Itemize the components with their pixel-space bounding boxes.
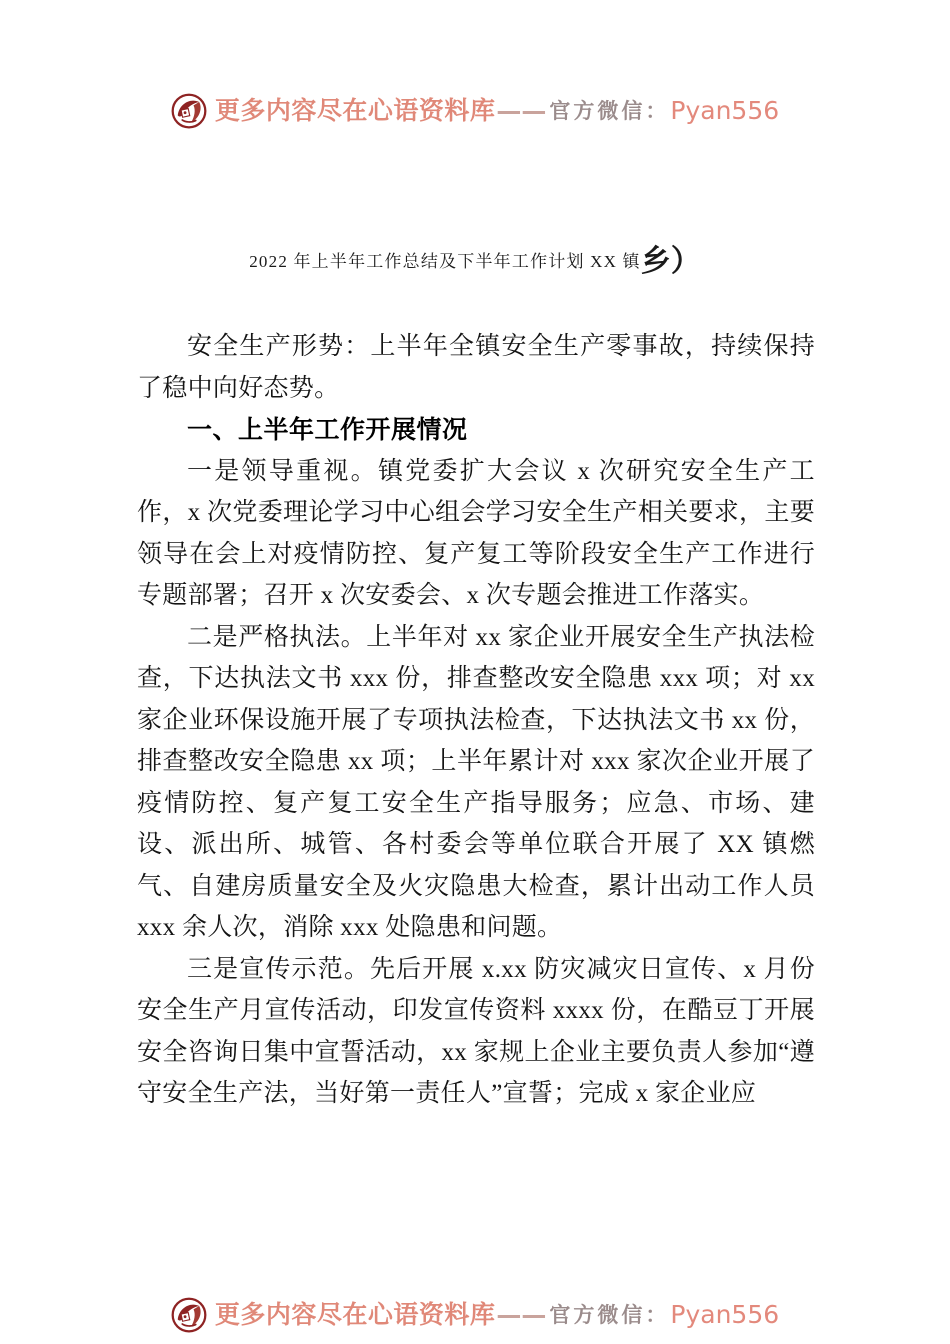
paragraph-safety-situation: 安全生产形势：上半年全镇安全生产零事故，持续保持了稳中向好态势。 [137, 333, 815, 402]
document-title-small: 2022 年上半年工作总结及下半年工作计划 XX 镇 [249, 252, 641, 271]
watermark-header [0, 92, 950, 128]
watermark-sub-text: 官方微信 [549, 1301, 646, 1327]
paragraph-item-two-enforcement: 二是严格执法。上半年对 xx 家企业开展安全生产执法检查，下达执法文书 xxx 份，排查整改安全隐患 xxx 项；对 xx 家企业环保设施开展了专项执法检查，下达执法文书 xx 份，排查整改安全隐患 xx 项；上半年累计对 xxx 家次企业开展了疫情防控、复产复工安全生产指导服务；应急、市场、建设、派出所、城管、各村委会等单位联合开展了 XX 镇燃气、自建房质量安全及火灾隐患大检查，累计出动工作人员 xxx 余人次，消除 xxx 处隐患和问题。 [137, 623, 815, 941]
document-title [0, 232, 950, 279]
watermark-wechat-handle: Pyan556 [670, 1299, 780, 1329]
watermark-footer [0, 1296, 950, 1332]
circular-seal-logo-icon [171, 1297, 207, 1333]
watermark-colon: ： [645, 1301, 667, 1327]
heading-section-one: 一、上半年工作开展情况 [187, 415, 468, 444]
document-body [137, 326, 815, 1115]
watermark-dash: —— [496, 1299, 547, 1329]
circular-seal-logo-icon [171, 93, 207, 129]
paragraph-item-three-publicity: 三是宣传示范。先后开展 x.xx 防灾减灾日宣传、x 月份安全生产月宣传活动，印发宣传资料 xxxx 份，在酷豆丁开展安全咨询日集中宣誓活动，xx 家规上企业主要负责人参加“遵守安全生产法，当好第一责任人”宣誓；完成 x 家企业应 [137, 955, 815, 1107]
watermark-main-text: 更多内容尽在心语资料库 [214, 95, 496, 125]
watermark-colon: ： [645, 97, 667, 123]
document-title-large: 乡） [640, 244, 701, 279]
watermark-wechat-handle: Pyan556 [670, 95, 780, 125]
watermark-dash: —— [496, 95, 547, 125]
watermark-sub-text: 官方微信 [549, 97, 646, 123]
watermark-main-text: 更多内容尽在心语资料库 [214, 1299, 496, 1329]
paragraph-item-one-leadership: 一是领导重视。镇党委扩大会议 x 次研究安全生产工作，x 次党委理论学习中心组会学习安全生产相关要求，主要领导在会上对疫情防控、复产复工等阶段安全生产工作进行专题部署；召开 x 次安委会、x 次专题会推进工作落实。 [137, 457, 815, 609]
